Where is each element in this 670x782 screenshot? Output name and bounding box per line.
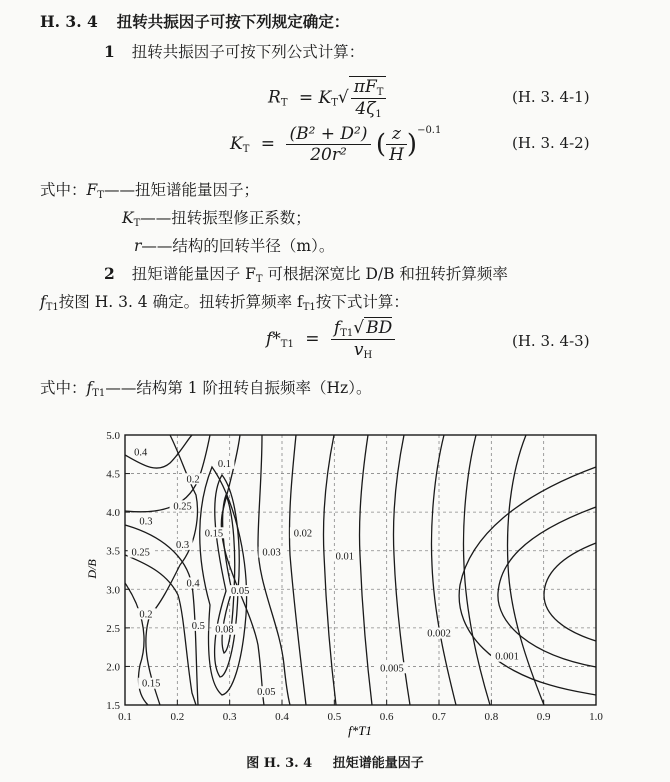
contour-label: 0.2 [139, 609, 153, 621]
equation-2 [230, 124, 441, 165]
contour-line [200, 467, 250, 695]
sqrt-sign: √ [337, 87, 349, 108]
contour-label: 0.25 [173, 501, 192, 513]
eq2-den: 20r² [310, 145, 347, 165]
eq1-den: 4ζ [355, 99, 376, 119]
contour-line [464, 435, 491, 705]
x-tick-label: 0.7 [432, 711, 446, 723]
eq2-fraction [286, 124, 370, 165]
contour-label: 0.25 [131, 547, 150, 559]
eq1-num: πF [353, 77, 377, 97]
contour-line [359, 435, 372, 705]
eq2-z: z [386, 124, 407, 145]
y-tick-label: 1.5 [106, 700, 120, 712]
equation-1 [268, 76, 386, 120]
contour-label: 0.2 [186, 474, 200, 486]
contour-label: 0.08 [215, 624, 234, 636]
contour-label: 0.05 [230, 586, 250, 598]
contour-line [544, 543, 596, 641]
contour-label: 0.5 [191, 620, 205, 632]
eq3-label: (H. 3. 4-3) [512, 332, 590, 350]
eq1-lhs: R [268, 87, 281, 108]
eq2-h: H [389, 145, 404, 165]
def-prefix: 式中： [40, 181, 87, 199]
def-symbol: K [122, 209, 134, 227]
item-1-number: 1 [104, 42, 115, 61]
contour-line [508, 435, 544, 705]
contour-line [432, 435, 457, 705]
x-tick-label: 0.4 [275, 711, 289, 723]
item-2-text-d: 按下式计算： [315, 293, 409, 311]
x-tick-label: 0.5 [327, 711, 342, 723]
eq1-mid-sub: T [331, 97, 338, 109]
item-1 [104, 40, 364, 62]
def-row-2 [122, 206, 311, 229]
item-2-text-c: 按图 H. 3. 4 确定。扭转折算频率 f [58, 293, 303, 311]
def-sub: T1 [92, 388, 106, 399]
eq1-mid: = K [298, 87, 332, 108]
y-tick-label: 3.5 [106, 545, 120, 558]
x-tick-label: 1.0 [589, 711, 603, 723]
def-sub: T [133, 218, 141, 229]
section-number: H. 3. 4 [40, 12, 98, 31]
item-2-sym-sub: T1 [45, 302, 59, 313]
paren-close: ) [406, 129, 418, 160]
eq3-lhs: f* [266, 329, 281, 349]
eq1-den-sub: 1 [375, 109, 382, 120]
def-text: 结构第 1 阶扭转自振频率（Hz）。 [136, 379, 372, 397]
def-dash: —— [141, 237, 173, 255]
item-2-number: 2 [104, 264, 115, 283]
section-title: 扭转共振因子可按下列规定确定： [116, 12, 350, 31]
item-2-line-1 [104, 262, 508, 285]
contour-label: 0.3 [176, 539, 190, 551]
item-2-text-a: 扭矩谱能量因子 F [131, 265, 256, 283]
def-symbol: F [86, 181, 98, 199]
contour-label: 0.1 [217, 458, 231, 470]
eq3-lhs-sub: T1 [280, 339, 294, 350]
contour-line [289, 435, 306, 705]
contour-line [215, 475, 240, 677]
contour-label: 0.005 [380, 663, 404, 675]
def-symbol: f [86, 379, 93, 397]
eq1-fraction [349, 76, 387, 120]
item-2-text-b: 可根据深宽比 D/B 和扭转折算频率 [262, 265, 508, 283]
sqrt-sign: √ [353, 318, 365, 338]
def-text: 扭转振型修正系数； [171, 209, 311, 227]
def-sub: T [97, 190, 104, 201]
eq2-label: (H. 3. 4-2) [512, 134, 590, 152]
x-tick-label: 0.2 [170, 711, 185, 723]
eq3-num-a: f [333, 318, 341, 338]
contour-label: 0.3 [139, 516, 153, 528]
item-2-line-2 [40, 290, 409, 313]
contour-label: 0.002 [427, 628, 451, 640]
def-dash: —— [103, 181, 135, 199]
def-row-4 [40, 376, 371, 399]
item-1-text: 扭转共振因子可按下列公式计算： [131, 43, 365, 61]
paren-open: ( [375, 129, 387, 160]
eq3-den-sub: H [363, 350, 373, 361]
figure-title: 扭矩谱能量因子 [332, 756, 424, 771]
contour-line [498, 507, 596, 667]
eq3-fraction [331, 318, 395, 361]
figure-number: 图 H. 3. 4 [246, 756, 313, 771]
def-text: 结构的回转半径（m）。 [172, 237, 335, 255]
section-heading [40, 10, 349, 32]
def-prefix: 式中： [40, 379, 87, 397]
def-text: 扭矩谱能量因子； [134, 181, 259, 199]
x-tick-label: 0.9 [536, 711, 551, 723]
eq2-lhs: K [230, 134, 243, 154]
eq3-den: v [353, 340, 364, 360]
equation-3 [266, 318, 395, 361]
eq3-num-a-sub: T1 [340, 328, 354, 339]
eq1-label: (H. 3. 4-1) [512, 88, 590, 106]
y-tick-label: 4.5 [106, 468, 120, 481]
x-axis-label: f*T1 [348, 723, 372, 738]
eq2-eq: = [260, 134, 276, 154]
contour-line [258, 435, 290, 705]
item-2-sub-a: T [255, 274, 263, 285]
x-tick-label: 0.3 [222, 711, 237, 723]
eq1-num-sub: T [376, 87, 384, 98]
contour-label: 0.001 [495, 651, 519, 663]
eq2-num: (B² + D²) [286, 124, 370, 145]
def-row-3 [134, 234, 334, 256]
eq3-eq: = [305, 329, 320, 349]
def-dash: —— [105, 379, 137, 397]
figure-caption [0, 752, 670, 771]
contour-label: 0.4 [134, 447, 148, 459]
item-2-sub-c: T1 [302, 302, 316, 313]
item-2-sym: f [40, 293, 46, 311]
x-tick-label: 0.1 [118, 711, 132, 723]
x-tick-label: 0.6 [379, 711, 394, 723]
contour-label: 0.02 [293, 528, 313, 540]
contour-label: 0.4 [186, 578, 200, 590]
eq2-exponent: −0.1 [417, 125, 442, 136]
def-symbol: r [134, 237, 142, 255]
eq2-zh-fraction [386, 124, 407, 165]
eq2-lhs-sub: T [242, 144, 250, 155]
x-tick-label: 0.8 [484, 711, 499, 723]
contour-label: 0.05 [257, 687, 276, 699]
y-axis-label: D/B [85, 559, 99, 579]
y-tick-label: 5.0 [106, 430, 120, 442]
contour-label: 0.01 [335, 551, 354, 563]
contour-label: 0.03 [262, 547, 281, 559]
y-tick-label: 4.0 [106, 507, 120, 520]
y-tick-label: 2.0 [106, 661, 120, 674]
contour-label: 0.15 [141, 678, 161, 690]
y-tick-label: 2.5 [106, 622, 120, 635]
contour-chart [0, 415, 670, 750]
contour-label: 0.15 [204, 528, 224, 540]
eq1-lhs-sub: T [280, 97, 288, 109]
def-dash: —— [140, 209, 172, 227]
y-tick-label: 3.0 [106, 584, 120, 597]
eq3-num-b: BD [366, 318, 393, 338]
def-row-1 [40, 178, 259, 201]
